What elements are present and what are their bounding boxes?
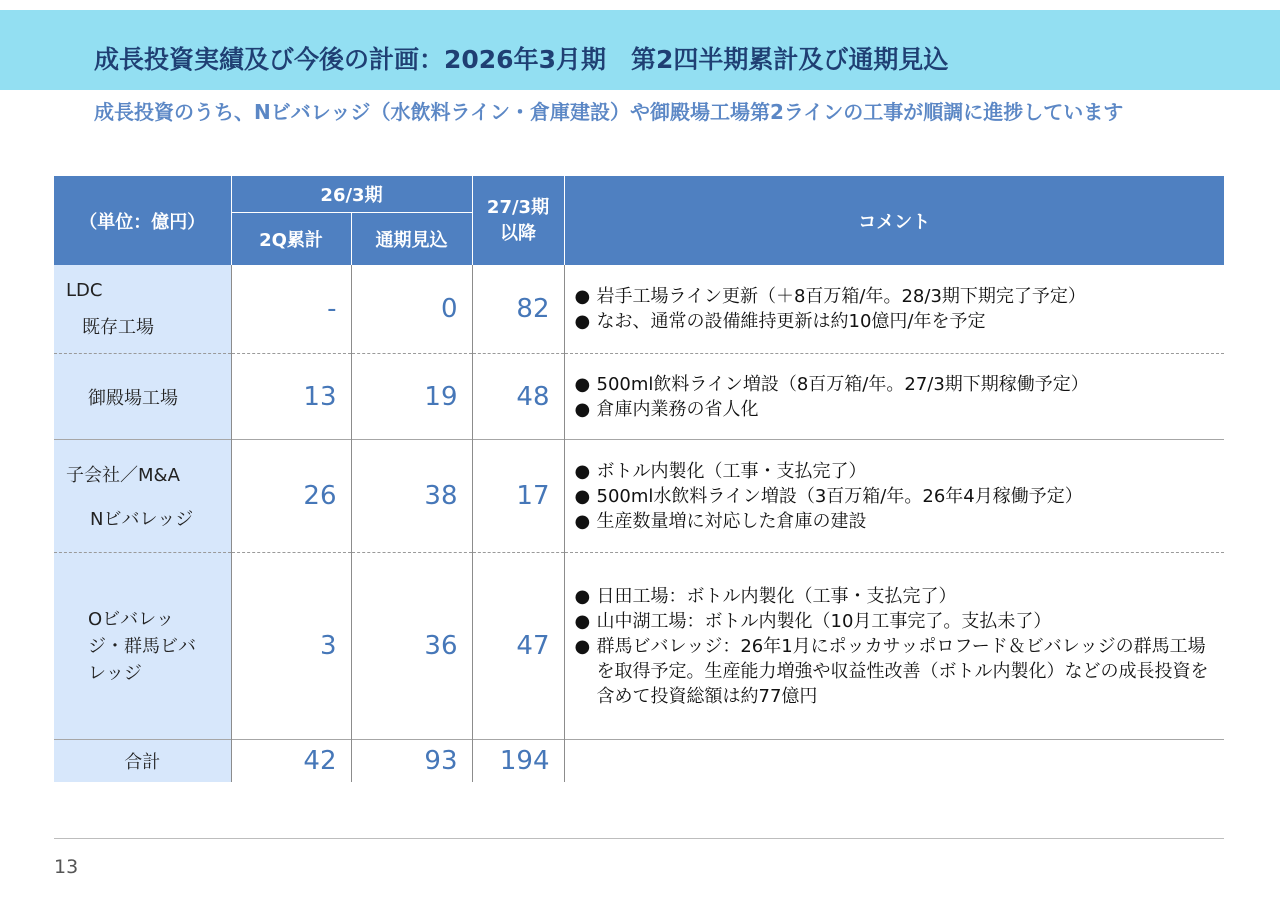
header-unit: （単位：億円） bbox=[54, 176, 231, 265]
table-row bbox=[54, 265, 1224, 354]
comment-item: ● 500ml飲料ライン増設（8百万箱/年。27/3期下期稼働予定） bbox=[574, 373, 1089, 395]
header-comment: コメント bbox=[564, 176, 1224, 265]
row-label bbox=[54, 265, 231, 354]
bullet-icon: ● bbox=[574, 286, 591, 307]
comment-cell bbox=[564, 440, 1224, 553]
header-future bbox=[472, 176, 564, 265]
value-full-year: 36 bbox=[351, 553, 472, 740]
comment-item: ● 500ml水飲料ライン増設（3百万箱/年。26年4月稼働予定） bbox=[574, 485, 1083, 507]
page-title: 成長投資実績及び今後の計画：2026年3月期 第2四半期累計及び通期見込 bbox=[94, 45, 949, 74]
comment-item: ● なお、通常の設備維持更新は約10億円/年を予定 bbox=[574, 311, 986, 332]
value-2q: 3 bbox=[231, 553, 351, 740]
row-label-item: 御殿場工場 bbox=[88, 387, 178, 409]
comment-item: ● 山中湖工場：ボトル内製化（10月工事完了。支払未了） bbox=[574, 610, 1052, 632]
total-2q: 42 bbox=[231, 740, 351, 783]
total-future: 194 bbox=[472, 740, 564, 783]
bullet-icon: ● bbox=[574, 610, 591, 632]
bullet-icon: ● bbox=[574, 485, 591, 507]
bullet-icon: ● bbox=[574, 311, 591, 332]
row-label-item: 既存工場 bbox=[82, 316, 154, 338]
investment-table bbox=[54, 176, 1224, 782]
comment-item: ● 岩手工場ライン更新（＋8百万箱/年。28/3期下期完了予定） bbox=[574, 286, 1086, 307]
total-label: 合計 bbox=[54, 740, 231, 783]
value-full-year: 38 bbox=[351, 440, 472, 553]
page-number: 13 bbox=[54, 856, 79, 878]
value-full-year: 19 bbox=[351, 354, 472, 440]
table-row bbox=[54, 354, 1224, 440]
table-row bbox=[54, 440, 1224, 553]
value-2q: 13 bbox=[231, 354, 351, 440]
row-label-group: LDC bbox=[66, 279, 103, 301]
comment-item: ● 群馬ビバレッジ：26年1月にポッカサッポロフード＆ビバレッジの群馬工場を取得予定。生産能力増強や収益性改善（ボトル内製化）などの成長投資を含めて投資総額は約77億円 bbox=[574, 635, 1209, 707]
header-2q: 2Q累計 bbox=[231, 213, 351, 266]
comment-cell bbox=[564, 553, 1224, 740]
bullet-icon: ● bbox=[574, 510, 591, 532]
page-subtitle: 成長投資のうち、Nビバレッジ（水飲料ライン・倉庫建設）や御殿場工場第2ラインの工事が順調に進捗しています bbox=[94, 100, 1124, 124]
row-label-item: Oビバレッジ・群馬ビバレッジ bbox=[88, 608, 196, 684]
bullet-icon: ● bbox=[574, 373, 591, 395]
value-future: 47 bbox=[472, 553, 564, 740]
row-label-group: 子会社／M&A bbox=[66, 465, 180, 486]
value-future: 17 bbox=[472, 440, 564, 553]
bullet-icon: ● bbox=[574, 460, 591, 482]
row-label-item: Nビバレッジ bbox=[90, 509, 194, 530]
comment-item: ● 日田工場：ボトル内製化（工事・支払完了） bbox=[574, 585, 957, 607]
row-label bbox=[54, 354, 231, 440]
footer-divider bbox=[54, 838, 1224, 839]
bullet-icon: ● bbox=[574, 398, 591, 420]
comment-item: ● 倉庫内業務の省人化 bbox=[574, 398, 759, 420]
value-future: 48 bbox=[472, 354, 564, 440]
bullet-icon: ● bbox=[574, 635, 591, 657]
comment-item: ● ボトル内製化（工事・支払完了） bbox=[574, 460, 867, 482]
value-future: 82 bbox=[472, 265, 564, 354]
total-row bbox=[54, 740, 1224, 783]
total-comment-cell bbox=[564, 740, 1224, 783]
header-period-group: 26/3期 bbox=[231, 176, 472, 213]
bullet-icon: ● bbox=[574, 585, 591, 607]
row-label bbox=[54, 553, 231, 740]
value-full-year: 0 bbox=[351, 265, 472, 354]
comment-cell bbox=[564, 354, 1224, 440]
total-full-year: 93 bbox=[351, 740, 472, 783]
comment-cell bbox=[564, 265, 1224, 354]
row-label bbox=[54, 440, 231, 553]
value-2q: 26 bbox=[231, 440, 351, 553]
header-future-label: 27/3期以降 bbox=[486, 196, 550, 244]
header-full-year: 通期見込 bbox=[351, 213, 472, 266]
comment-item: ● 生産数量増に対応した倉庫の建設 bbox=[574, 510, 867, 532]
value-2q: - bbox=[231, 265, 351, 354]
table-row bbox=[54, 553, 1224, 740]
